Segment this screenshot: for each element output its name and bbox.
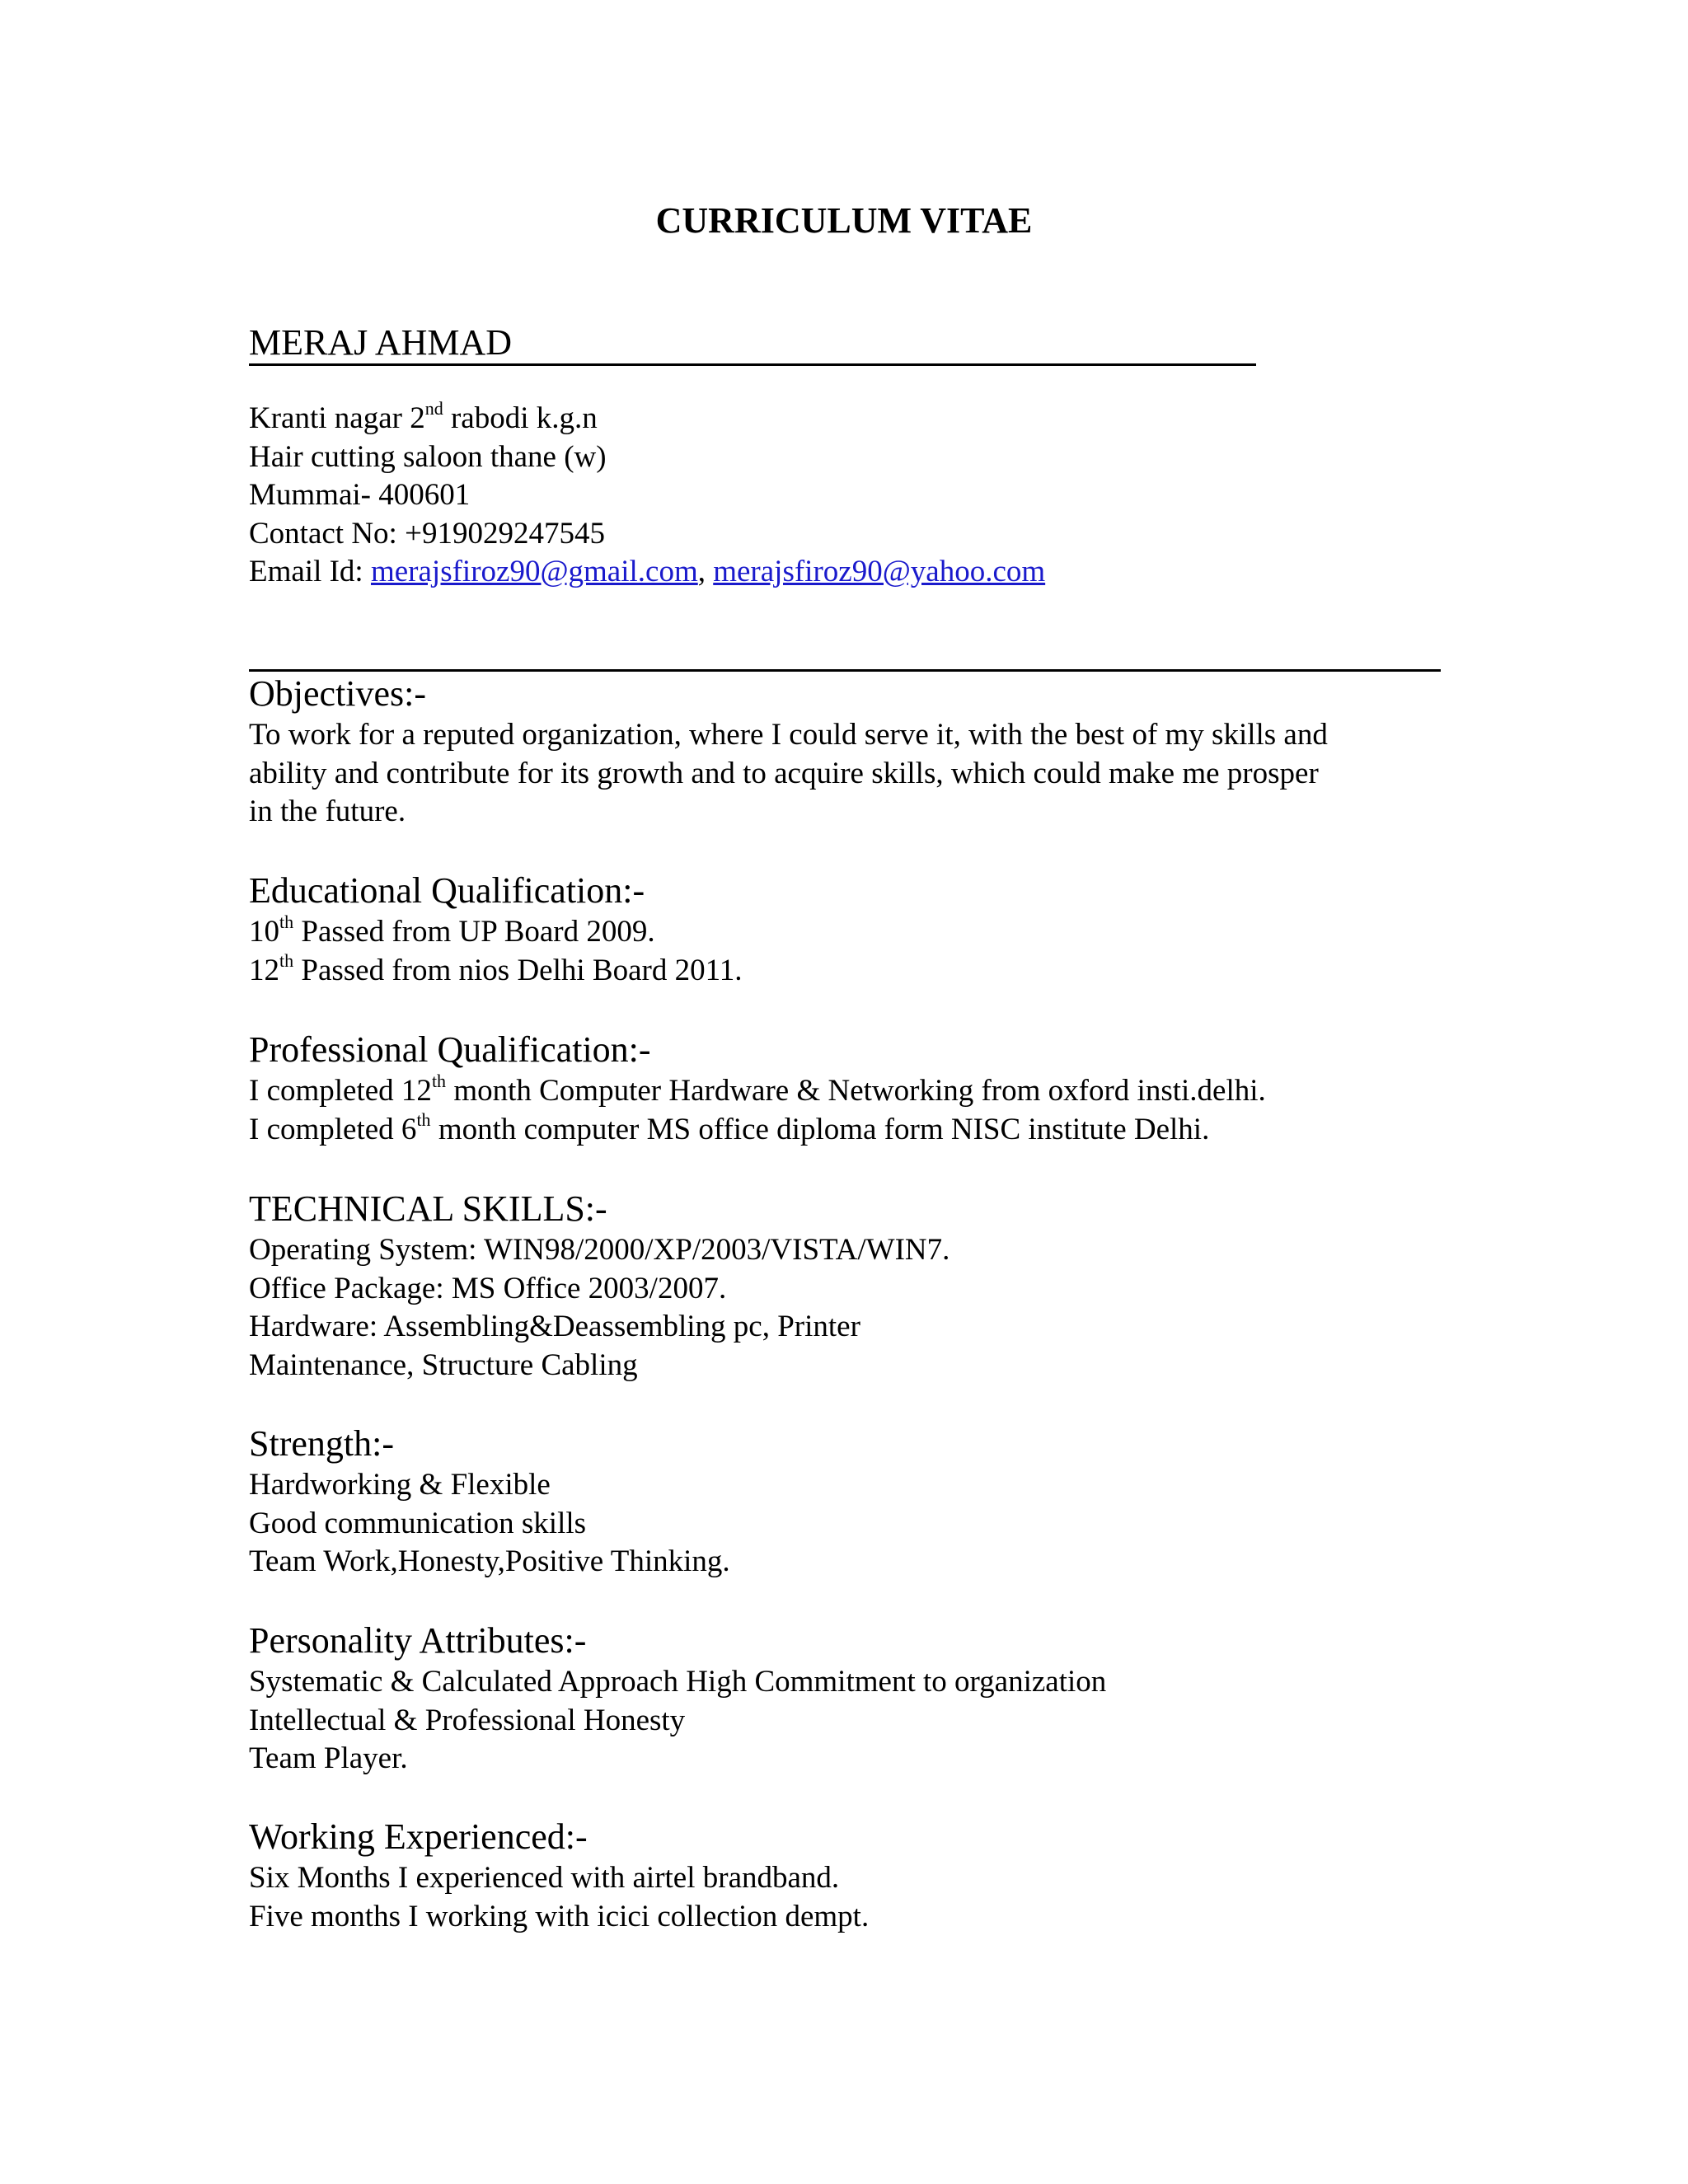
email-link-yahoo[interactable]: merajsfiroz90@yahoo.com <box>713 555 1046 588</box>
technical-line: Operating System: WIN98/2000/XP/2003/VISTA/WIN7. <box>249 1233 950 1267</box>
experience-heading: Working Experienced:- <box>249 1816 588 1857</box>
technical-heading: TECHNICAL SKILLS:- <box>249 1188 607 1229</box>
experience-line: Five months I working with icici collection dempt. <box>249 1899 870 1933</box>
name-underline <box>249 319 1256 366</box>
education-item: 10th Passed from UP Board 2009. <box>249 912 655 949</box>
professional-item: I completed 12th month Computer Hardware & Networking from oxford insti.delhi. <box>249 1071 1266 1108</box>
technical-line: Office Package: MS Office 2003/2007. <box>249 1271 727 1305</box>
strength-heading: Strength:- <box>249 1423 394 1464</box>
technical-list <box>249 1231 950 1385</box>
personality-line: Systematic & Calculated Approach High Commitment to organization <box>249 1665 1107 1699</box>
technical-line: Hardware: Assembling&Deassembling pc, Printer <box>249 1310 860 1343</box>
personality-list <box>249 1663 1106 1779</box>
strength-line: Hardworking & Flexible <box>249 1468 551 1502</box>
strength-line: Good communication skills <box>249 1506 587 1540</box>
section-divider <box>249 669 1441 672</box>
professional-heading: Professional Qualification:- <box>249 1029 651 1070</box>
email-link-gmail[interactable]: merajsfiroz90@gmail.com <box>370 555 698 588</box>
experience-line: Six Months I experienced with airtel brandband. <box>249 1861 840 1895</box>
professional-list <box>249 1072 1266 1149</box>
address-line-1: Kranti nagar 2nd rabodi k.g.n <box>249 398 598 435</box>
objectives-text <box>249 716 1328 832</box>
education-item: 12th Passed from nios Delhi Board 2011. <box>249 949 743 987</box>
experience-list <box>249 1859 869 1936</box>
email-line: Email Id: merajsfiroz90@gmail.com, merajsfiroz90@yahoo.com <box>249 555 1046 588</box>
objectives-line: ability and contribute for its growth and to acquire skills, which could make me prosper <box>249 756 1319 790</box>
candidate-name: MERAJ AHMAD <box>249 322 513 363</box>
education-heading: Educational Qualification:- <box>249 870 645 911</box>
address-line-3: Mummai- 400601 <box>249 478 471 512</box>
objectives-line: in the future. <box>249 794 406 828</box>
personality-heading: Personality Attributes:- <box>249 1620 587 1661</box>
contact-number: Contact No: +919029247545 <box>249 516 605 551</box>
document-title: CURRICULUM VITAE <box>655 200 1033 241</box>
technical-line: Maintenance, Structure Cabling <box>249 1347 638 1382</box>
address-block <box>249 400 1045 592</box>
objectives-line: To work for a reputed organization, where I could serve it, with the best of my skills and <box>249 718 1328 752</box>
objectives-heading: Objectives:- <box>249 673 427 714</box>
personality-line: Intellectual & Professional Honesty <box>249 1703 686 1737</box>
professional-item: I completed 6th month computer MS office diploma form NISC institute Delhi. <box>249 1108 1210 1146</box>
address-line-2: Hair cutting saloon thane (w) <box>249 439 607 474</box>
strength-line: Team Work,Honesty,Positive Thinking. <box>249 1544 730 1578</box>
education-list <box>249 913 742 990</box>
personality-line: Team Player. <box>249 1741 408 1775</box>
strength-list <box>249 1466 730 1582</box>
